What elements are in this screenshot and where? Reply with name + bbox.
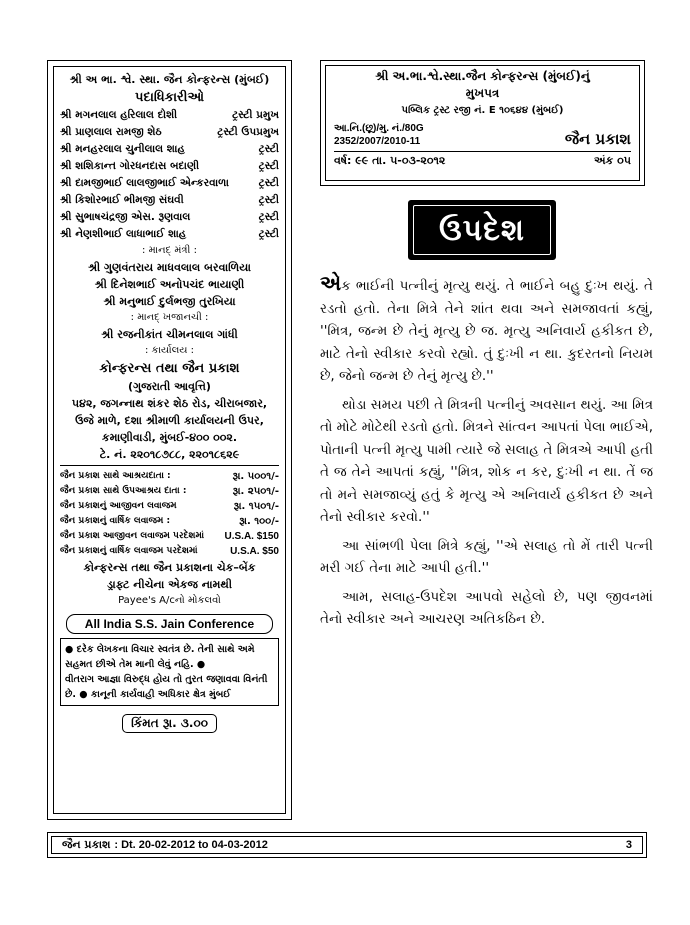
secretary-name: શ્રી દિનેશભાઈ અનોપચંદ ભાયાણી	[94, 278, 245, 291]
page-number: 3	[625, 839, 632, 851]
office-name: કોન્ફરન્સ તથા જૈન પ્રકાશ	[99, 361, 240, 376]
article-paragraph: થોડા સમય પછી તે મિત્રની પત્નીનું અવસાન થયું. આ મિત્ર તો મોટે મોટેથી રડતો હતો. મિત્રને સાંત્વન આપતાં પેલા ભાઈએ, પોતાની પત્ની મૃત્યુ પામી ત્યારે જે સલાહ તે મિત્રએ આપી હતી તે જ તેને આપતાં કહ્યું, ''મિત્ર, શોક ન કર, દુઃખી ન થા. તેં જ તો મને સમજાવ્યું હતું કે મૃત્યુ એ અનિવાર્ય હકીકત છે અને તેનો સ્વીકાર કરવો.''	[320, 396, 653, 525]
issue-number: અંક ૦૫	[593, 154, 631, 167]
fee-label: જૈન પ્રકાશ આજીવન લવાજમ પરદેશમાં	[60, 531, 205, 541]
article-body	[320, 272, 653, 637]
officer-row	[60, 158, 279, 175]
drop-cap: એ	[320, 271, 342, 295]
secretary-name: શ્રી મનુભાઈ દુર્લભજી તુરખિયા	[103, 295, 236, 308]
masthead-brand: જૈન પ્રકાશ	[564, 130, 631, 148]
registration-line: 2352/2007/2010-11	[334, 136, 421, 147]
fee-amount: રૂા. ૧૫૦૧/-	[233, 501, 279, 512]
masthead-org: શ્રી અ.ભા.શ્વે.સ્થા.જૈન કોન્ફરન્સ (મુંબઈ)નું	[375, 69, 590, 83]
officers-org: શ્રી અ ભા. શ્વે. સ્થા. જૈન કોન્ફરન્સ (મુંબઈ)	[69, 73, 270, 86]
fee-amount: U.S.A. $50	[230, 546, 279, 557]
footer-brand: જૈન પ્રકાશ	[62, 838, 111, 851]
officer-row	[60, 192, 279, 209]
officer-role: ટ્રસ્ટી	[258, 211, 279, 223]
account-name: All India S.S. Jain Conference	[66, 614, 273, 634]
year-date: વર્ષ: ૯૯ તા. ૫-૦૩-૨૦૧૨	[334, 154, 446, 167]
masthead-subtitle: મુખપત્ર	[465, 86, 500, 100]
fee-amount: U.S.A. $150	[224, 531, 279, 542]
officer-name: શ્રી નેણશીભાઈ લાધાભાઈ શાહ	[60, 228, 187, 240]
fee-row	[60, 484, 279, 499]
fee-amount: રૂા. ૧૦૦/-	[239, 516, 279, 527]
office-heading: : કાર્યાલય :	[145, 345, 194, 356]
article-title: ઉપદેશ	[438, 212, 526, 248]
footer-dates: : Dt. 20-02-2012 to 04-03-2012	[114, 839, 268, 851]
officer-row	[60, 175, 279, 192]
fee-row	[60, 469, 279, 484]
price-label: કિંમત રૂા. ૩.૦૦	[122, 714, 217, 733]
masthead-inner	[325, 65, 640, 181]
disclaimer-line: ● દરેક લેખકના વિચાર સ્વતંત્ર છે. તેની સાથે અમે સહમત છીએ તેમ માની લેવું નહિ. ●	[65, 644, 255, 670]
officers-box-inner	[53, 66, 286, 814]
officer-name: શ્રી મગનલાલ હરિલાલ દોશી	[60, 109, 178, 121]
article-paragraph: આમ, સલાહ-ઉપદેશ આપવો સહેલો છે, પણ જીવનમાં તેનો સ્વીકાર અને આચરણ અતિકઠિન છે.	[320, 588, 653, 627]
officer-row	[60, 226, 279, 243]
officer-row	[60, 124, 279, 141]
fee-amount: રૂા. ૨૫૦૧/-	[232, 486, 279, 497]
officer-role: ટ્રસ્ટી	[258, 160, 279, 172]
address-line: ૫૪૨, જગન્નાથ શંકર શેઠ રોડ, ચીરાબજાર,	[71, 397, 268, 410]
disclaimer-notice	[60, 638, 279, 706]
officer-name: શ્રી મનહરલાલ ચુનીલાલ શાહ	[60, 143, 185, 155]
treasurer-name: શ્રી રજનીકાંત ચીમનલાલ ગાંધી	[101, 328, 238, 341]
trust-registration: પબ્લિક ટ્રસ્ટ રજી નં. E ૧૦૬૪૪ (મુંબઈ)	[401, 105, 564, 116]
fee-label: જૈન પ્રકાશ સાથે આશ્રયદાતા :	[60, 471, 171, 481]
article-title-badge	[408, 200, 556, 260]
phone-numbers: ટે. નં. ૨૨૦૧૮૭૮૮, ૨૨૦૧૮૬૨૯	[60, 446, 279, 466]
officer-name: શ્રી પ્રાણલાલ રામજી શેઠ	[60, 126, 162, 138]
fee-amount: રૂા. ૫૦૦૧/-	[232, 471, 279, 482]
officer-role: ટ્રસ્ટી	[258, 177, 279, 189]
officer-name: શ્રી સુભાષચંદ્રજી એસ. રૂણવાલ	[60, 211, 191, 223]
fee-row	[60, 499, 279, 514]
article-paragraph: આ સાંભળી પેલા મિત્રે કહ્યું, ''એ સલાહ તો મેં તારી પત્ની મરી ગઈ તેના માટે આપી હતી.''	[320, 537, 653, 576]
article-paragraph	[320, 272, 653, 388]
fee-label: જૈન પ્રકાશનું વાર્ષિક લવાજમ :	[60, 516, 171, 526]
fee-label: જૈન પ્રકાશનું આજીવન લવાજમ	[60, 501, 177, 511]
cheque-instruction: કોન્ફરન્સ તથા જૈન પ્રકાશના ચેક–બેંક	[83, 561, 256, 574]
officer-role: ટ્રસ્ટી	[258, 194, 279, 206]
registration-line: આ.નિ.(છૂ)/મુ. નં./80G	[334, 123, 424, 134]
officer-role: ટ્રસ્ટી ઉપપ્રમુખ	[217, 126, 279, 138]
page-footer	[47, 832, 647, 858]
masthead	[320, 60, 645, 186]
officer-name: શ્રી દામજીભાઈ લાલજીભાઈ એન્કરવાળા	[60, 177, 229, 189]
paragraph-text: ક ભાઈની પત્નીનું મૃત્યુ થયું. તે ભાઈને બહુ દુઃખ થયું. તે રડતો હતો. તેના મિત્રે તેને શાંત થવા અને સમજાવતાં કહ્યું, ''મિત્ર, જન્મ છે તેનું મૃત્યુ છે જ. મૃત્યુ અનિવાર્ય હકીકત છે, માટે તેનો સ્વીકાર કરવો રહ્યો. તું દુઃખી ન થા. કુદરતનો નિયમ છે, જેનો જન્મ છે તેનું મૃત્યુ છે.''	[320, 278, 653, 384]
officer-role: ટ્રસ્ટી	[258, 143, 279, 155]
fee-row	[60, 544, 279, 559]
secretary-name: શ્રી ગુણવંતરાય માધવલાલ બરવાળિયા	[88, 261, 251, 274]
officers-title: પદાધિકારીઓ	[135, 90, 204, 105]
fee-label: જૈન પ્રકાશનું વાર્ષિક લવાજમ પરદેશમાં	[60, 546, 198, 556]
registration-block	[334, 122, 424, 148]
officers-box	[47, 60, 292, 820]
fee-row	[60, 514, 279, 529]
officer-row	[60, 141, 279, 158]
officer-role: ટ્રસ્ટી	[258, 228, 279, 240]
secretary-heading: : માનદ્ મંત્રી :	[142, 245, 197, 256]
issue-row	[334, 151, 631, 168]
address-line: કમાણીવાડી, મુંબઈ-૪૦૦ ૦૦૨.	[101, 431, 238, 444]
officer-role: ટ્રસ્ટી પ્રમુખ	[232, 109, 279, 121]
treasurer-heading: : માનદ્ ખજાનચી :	[130, 312, 209, 323]
cheque-instruction: ડ્રાફ્ટ નીચેના એકજ નામથી	[107, 578, 232, 591]
officer-row	[60, 209, 279, 226]
fee-row	[60, 529, 279, 544]
registration-row	[334, 122, 631, 148]
fee-label: જૈન પ્રકાશ સાથે ઉપઆશ્રય દાતા :	[60, 486, 187, 496]
address-line: ઉજે માળે, દશા શ્રીમાળી કાર્યાલયની ઉપર,	[75, 414, 264, 427]
officer-name: શ્રી કિશોરભાઈ ભીમજી સંઘવી	[60, 194, 184, 206]
page-footer-inner	[51, 836, 643, 854]
footer-left	[62, 838, 268, 852]
officer-name: શ્રી શશિકાન્ત ગોરધનદાસ બદાણી	[60, 160, 200, 172]
cheque-instruction: Payee's A/cનો મોકલવો	[118, 595, 221, 606]
officer-row	[60, 107, 279, 124]
edition-label: (ગુજરાતી આવૃત્તિ)	[128, 380, 211, 393]
price-wrap	[60, 712, 279, 733]
disclaimer-line: વીતરાગ આજ્ઞા વિરુદ્ધ હોય તો તુરત જણાવવા વિનંતી છે. ● કાનૂની કાર્યવાહી અધિકાર ક્ષેત્ર મુંબઈ	[65, 674, 268, 700]
